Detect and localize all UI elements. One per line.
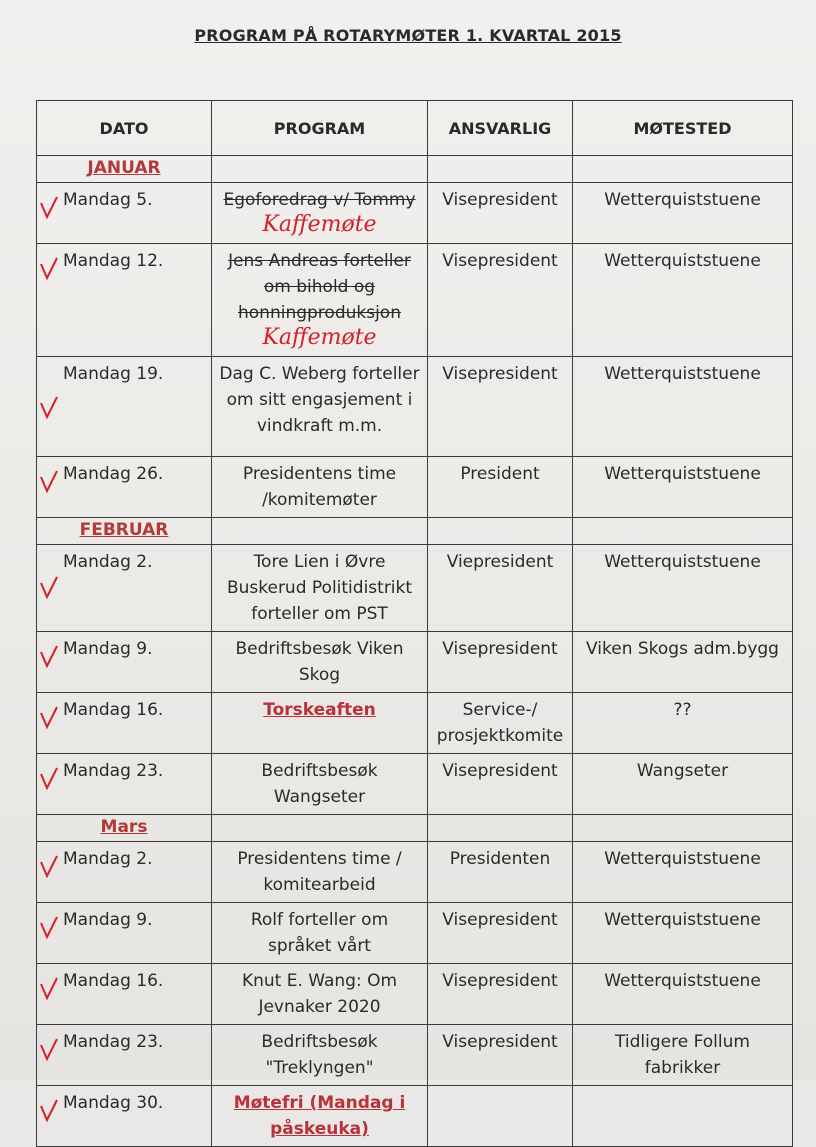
row-date: Mandag 9. [63, 910, 153, 930]
month-row-mars [37, 815, 793, 842]
row-program: Tore Lien i Øvre Buskerud Politidistrikt forteller om PST [212, 545, 428, 632]
table-row [37, 964, 793, 1025]
row-program: Dag C. Weberg forteller om sitt engasjement i vindkraft m.m. [212, 357, 428, 457]
header-row [37, 101, 793, 156]
checkmark-icon [39, 256, 59, 282]
row-motested: Wetterquiststuene [573, 457, 793, 518]
header-dato: DATO [37, 101, 212, 156]
row-ansvarlig: Viepresident [428, 545, 573, 632]
row-program: Presidentens time / komitearbeid [212, 842, 428, 903]
row-program: Presidentens time /komitemøter [212, 457, 428, 518]
row-motested: Wetterquiststuene [573, 545, 793, 632]
row-motested: Viken Skogs adm.bygg [573, 632, 793, 693]
row-ansvarlig: Visepresident [428, 1025, 573, 1086]
checkmark-icon [39, 854, 59, 880]
checkmark-icon [39, 644, 59, 670]
row-motested: Wetterquiststuene [573, 183, 793, 244]
header-ansvarlig: ANSVARLIG [428, 101, 573, 156]
checkmark-icon [39, 1098, 59, 1124]
row-motested: Wetterquiststuene [573, 903, 793, 964]
table-row [37, 632, 793, 693]
row-date: Mandag 5. [63, 190, 153, 210]
month-row-januar [37, 156, 793, 183]
row-ansvarlig: Visepresident [428, 183, 573, 244]
row-program: Torskeaften [263, 700, 376, 720]
checkmark-icon [39, 1037, 59, 1063]
table-row [37, 903, 793, 964]
header-motested: MØTESTED [573, 101, 793, 156]
table-row [37, 457, 793, 518]
row-date: Mandag 30. [63, 1093, 164, 1113]
table-row [37, 1086, 793, 1147]
row-ansvarlig: Service-/ prosjektkomite [428, 693, 573, 754]
table-row [37, 693, 793, 754]
month-label-januar: JANUAR [87, 158, 161, 178]
row-date: Mandag 16. [63, 971, 164, 991]
table-row [37, 244, 793, 357]
checkmark-icon [39, 766, 59, 792]
row-motested: Wetterquiststuene [573, 244, 793, 357]
row-program: Bedriftsbesøk Viken Skog [212, 632, 428, 693]
row-ansvarlig: Visepresident [428, 632, 573, 693]
checkmark-icon [39, 915, 59, 941]
table-row [37, 842, 793, 903]
row-program: Knut E. Wang: Om Jevnaker 2020 [212, 964, 428, 1025]
checkmark-icon [39, 976, 59, 1002]
table-row [37, 754, 793, 815]
month-row-februar [37, 518, 793, 545]
row-ansvarlig: Visepresident [428, 357, 573, 457]
row-program: Bedriftsbesøk Wangseter [212, 754, 428, 815]
handwritten-note: Kaffemøte [262, 325, 377, 350]
handwritten-note: Kaffemøte [262, 212, 377, 237]
row-program: Møtefri (Mandag i påskeuka) [233, 1093, 406, 1139]
row-program: Bedriftsbesøk "Treklyngen" [212, 1025, 428, 1086]
row-ansvarlig: Visepresident [428, 754, 573, 815]
row-ansvarlig: Visepresident [428, 903, 573, 964]
document-title: PROGRAM PÅ ROTARYMØTER 1. KVARTAL 2015 [194, 26, 622, 45]
row-ansvarlig: Visepresident [428, 244, 573, 357]
row-program: Rolf forteller om språket vårt [212, 903, 428, 964]
header-program: PROGRAM [212, 101, 428, 156]
row-date: Mandag 19. [63, 364, 164, 384]
table-row [37, 1025, 793, 1086]
checkmark-icon [39, 575, 59, 601]
row-motested: Wetterquiststuene [573, 357, 793, 457]
row-date: Mandag 23. [63, 1032, 164, 1052]
checkmark-icon [39, 469, 59, 495]
row-date: Mandag 12. [63, 251, 164, 271]
checkmark-icon [39, 705, 59, 731]
row-motested: Wetterquiststuene [573, 842, 793, 903]
row-ansvarlig: Presidenten [428, 842, 573, 903]
row-motested: Tidligere Follum fabrikker [573, 1025, 793, 1086]
month-label-mars: Mars [100, 817, 148, 837]
row-program: Egoforedrag v/ Tommy [223, 190, 416, 210]
program-table [36, 100, 793, 1147]
table-row [37, 545, 793, 632]
table-row [37, 183, 793, 244]
row-motested [573, 1086, 793, 1147]
row-motested: Wangseter [573, 754, 793, 815]
checkmark-icon [39, 395, 59, 421]
row-ansvarlig [428, 1086, 573, 1147]
row-motested: Wetterquiststuene [573, 964, 793, 1025]
row-date: Mandag 23. [63, 761, 164, 781]
checkmark-icon [39, 195, 59, 221]
table-row [37, 357, 793, 457]
row-date: Mandag 16. [63, 700, 164, 720]
row-ansvarlig: President [428, 457, 573, 518]
row-date: Mandag 2. [63, 849, 153, 869]
row-date: Mandag 2. [63, 552, 153, 572]
row-date: Mandag 9. [63, 639, 153, 659]
row-date: Mandag 26. [63, 464, 164, 484]
row-motested: ?? [573, 693, 793, 754]
row-program: Jens Andreas forteller om bihold og honningproduksjon [228, 251, 411, 323]
row-ansvarlig: Visepresident [428, 964, 573, 1025]
month-label-februar: FEBRUAR [79, 520, 169, 540]
